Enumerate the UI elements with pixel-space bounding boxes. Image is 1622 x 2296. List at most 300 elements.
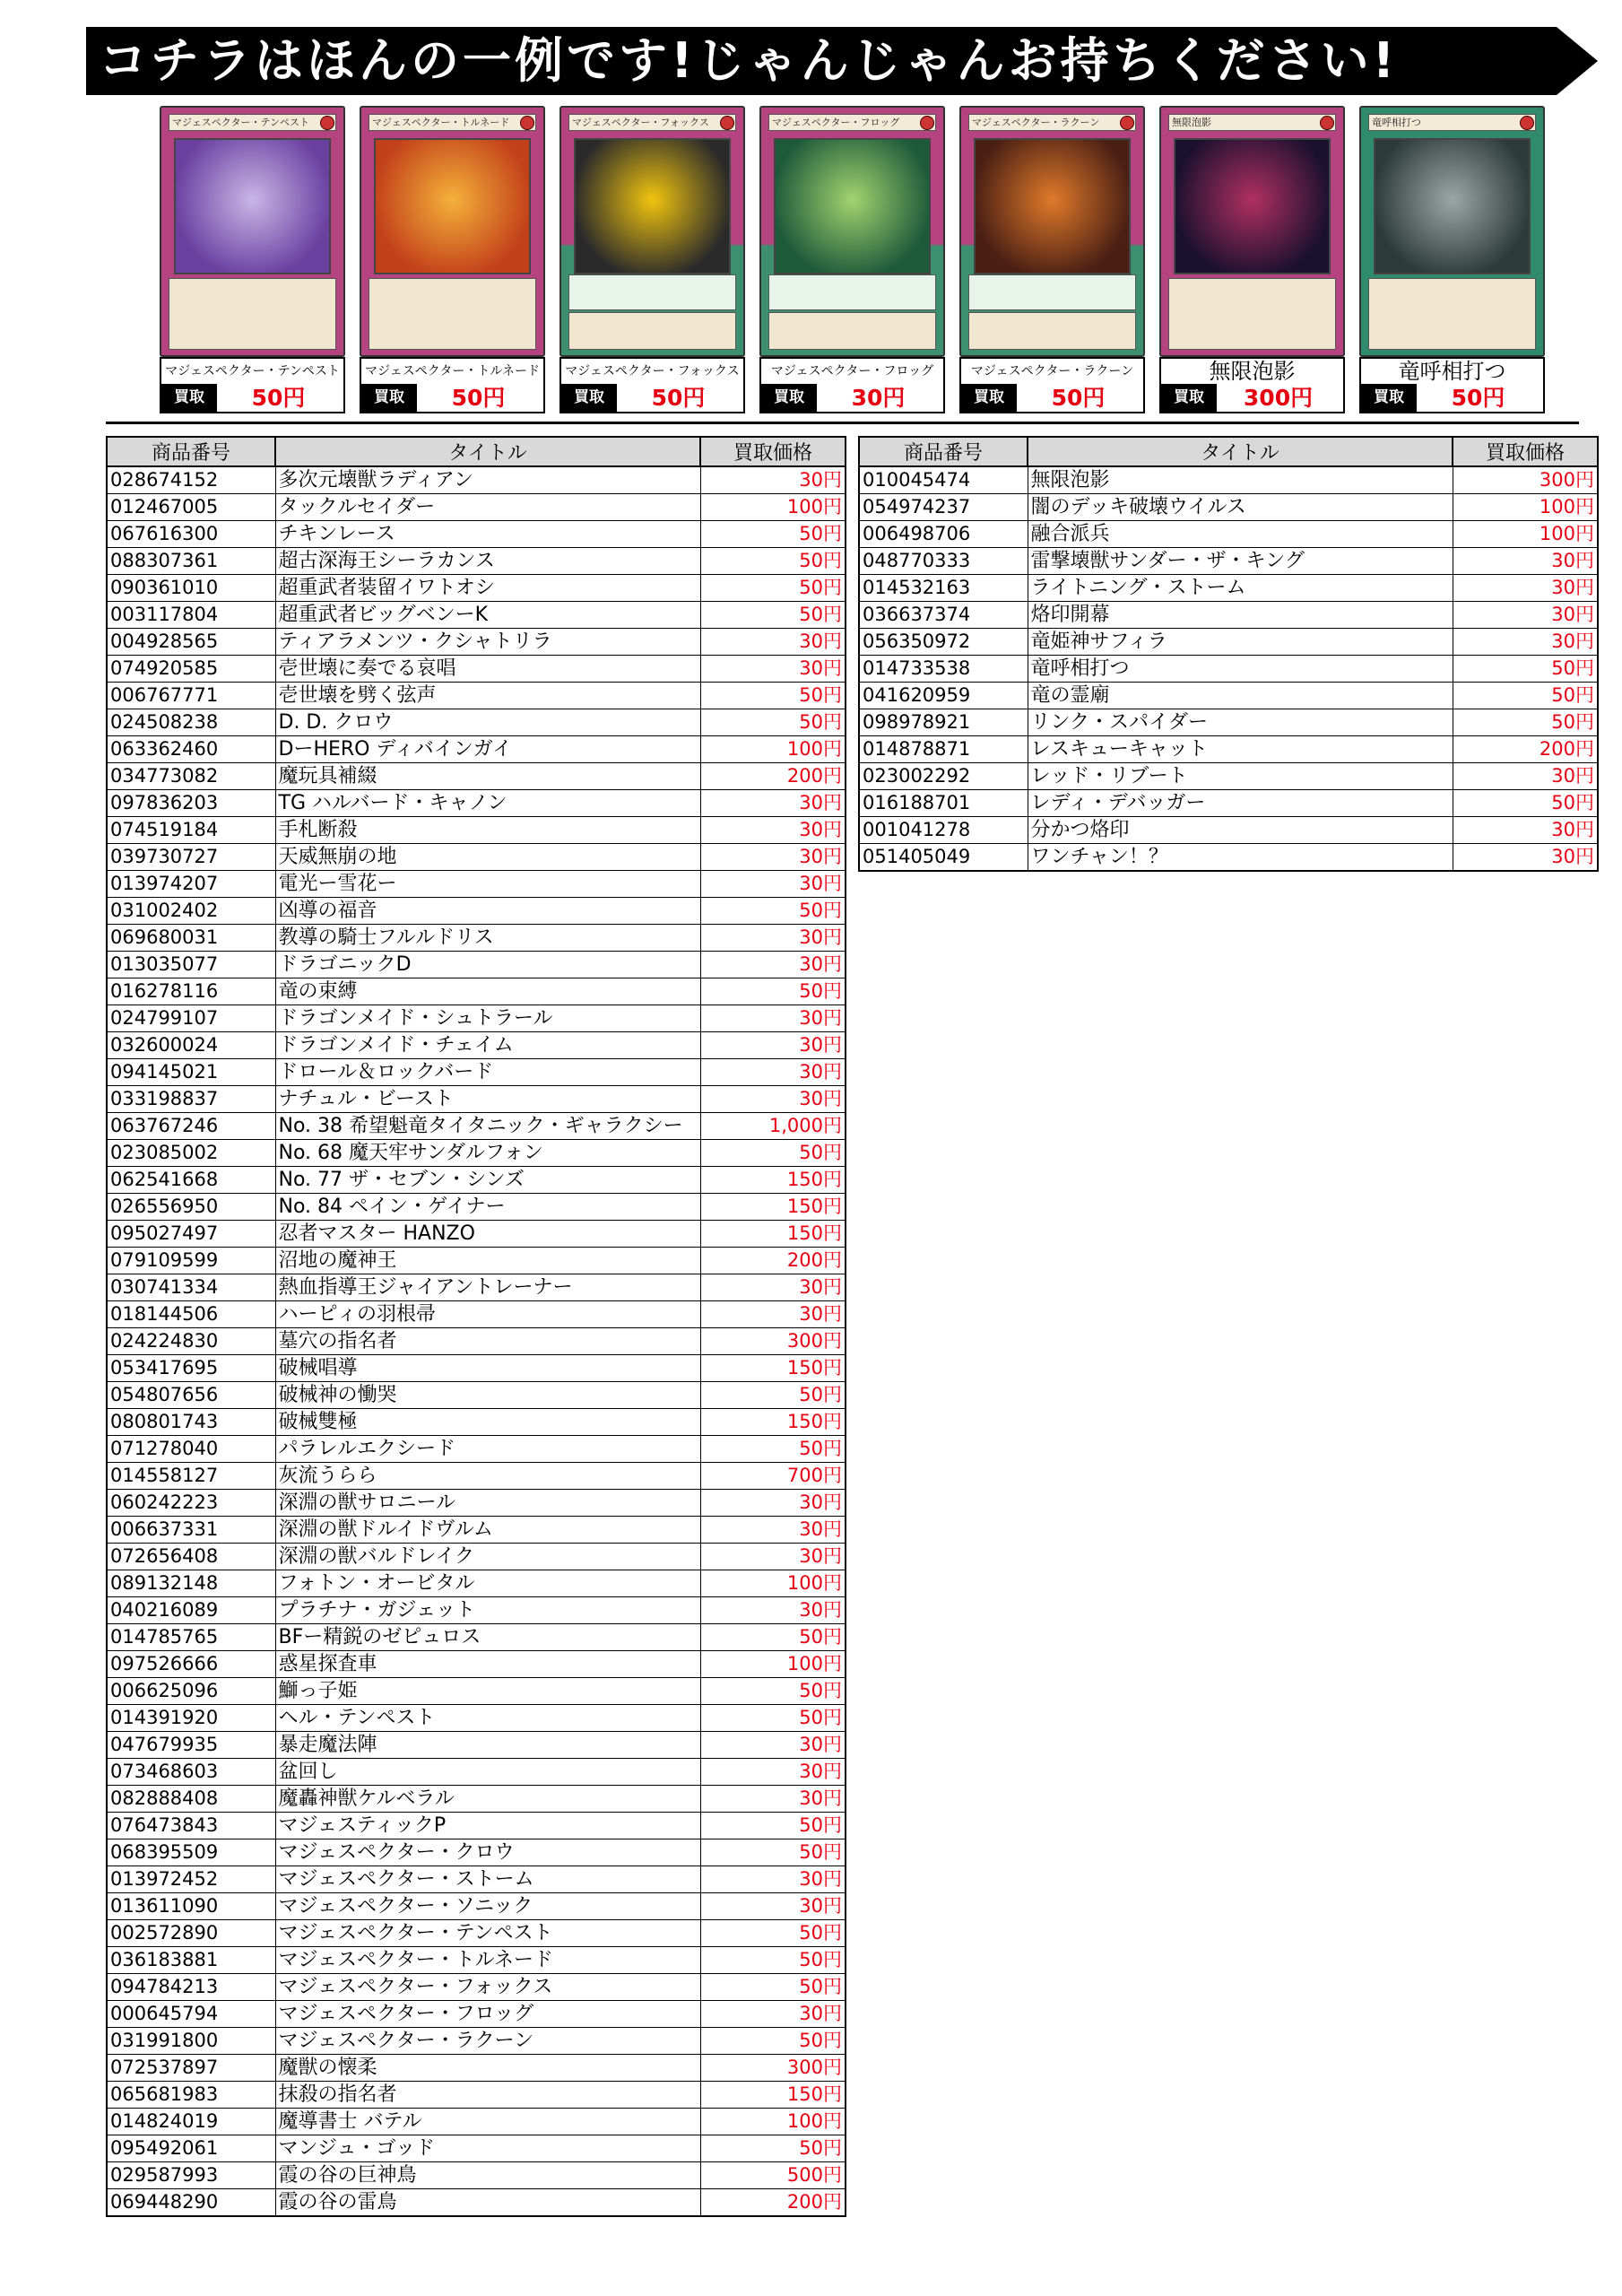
- product-code: 073468603: [107, 1759, 275, 1786]
- card-price-box: [959, 384, 1145, 413]
- table-row: [107, 763, 846, 790]
- card-text-box: [1368, 278, 1536, 350]
- buy-price: 100円: [700, 1570, 846, 1597]
- product-code: 067616300: [107, 521, 275, 548]
- product-code: 069680031: [107, 925, 275, 952]
- product-code: 094784213: [107, 1974, 275, 2001]
- product-code: 098978921: [859, 709, 1028, 736]
- product-code: 014733538: [859, 656, 1028, 683]
- product-title: 竜姫神サフィラ: [1028, 629, 1453, 656]
- product-code: 080801743: [107, 1409, 275, 1436]
- product-code: 014558127: [107, 1463, 275, 1490]
- table-row: [107, 1032, 846, 1059]
- product-title: 竜の束縛: [275, 978, 700, 1005]
- card-item: [1159, 106, 1345, 415]
- buy-price: 30円: [700, 1032, 846, 1059]
- table-row: [107, 1221, 846, 1248]
- table-row: [859, 683, 1598, 709]
- buy-price: 30円: [700, 817, 846, 844]
- buy-price: 30円: [700, 790, 846, 817]
- product-title: ヘル・テンペスト: [275, 1705, 700, 1732]
- table-row: [107, 2162, 846, 2189]
- table-row: [107, 466, 846, 494]
- product-title: 盆回し: [275, 1759, 700, 1786]
- product-code: 095027497: [107, 1221, 275, 1248]
- table-row: [107, 602, 846, 629]
- product-code: 089132148: [107, 1570, 275, 1597]
- buy-label: 買取: [1361, 384, 1417, 412]
- buy-price: 100円: [700, 2109, 846, 2135]
- card-price-box: [160, 384, 345, 413]
- table-row: [107, 629, 846, 656]
- card-image: [1159, 106, 1345, 357]
- product-title: マジェスペクター・フロッグ: [275, 2001, 700, 2028]
- product-code: 048770333: [859, 548, 1028, 575]
- product-code: 006625096: [107, 1678, 275, 1705]
- table-row: [107, 1005, 846, 1032]
- product-title: 霞の谷の雷鳥: [275, 2189, 700, 2217]
- table-row: [107, 1140, 846, 1167]
- table-row: [859, 844, 1598, 872]
- table-row: [107, 494, 846, 521]
- product-code: 097526666: [107, 1651, 275, 1678]
- product-title: 霞の谷の巨神鳥: [275, 2162, 700, 2189]
- card-price: 50円: [451, 385, 506, 411]
- product-title: ワンチャン！？: [1028, 844, 1453, 872]
- table-row: [859, 817, 1598, 844]
- card-item: [559, 106, 745, 415]
- table-row: [107, 1248, 846, 1274]
- product-code: 026556950: [107, 1194, 275, 1221]
- product-title: 忍者マスター HANZO: [275, 1221, 700, 1248]
- product-title: マジェスペクター・トルネード: [275, 1947, 700, 1974]
- buy-price: 30円: [700, 629, 846, 656]
- product-title: 魔獣の懐柔: [275, 2055, 700, 2082]
- product-code: 041620959: [859, 683, 1028, 709]
- table-row: [107, 1194, 846, 1221]
- table-row: [107, 1113, 846, 1140]
- product-code: 074519184: [107, 817, 275, 844]
- product-code: 062541668: [107, 1167, 275, 1194]
- buy-label: 買取: [161, 384, 217, 412]
- product-code: 014391920: [107, 1705, 275, 1732]
- product-title: 深淵の獣サロニール: [275, 1490, 700, 1517]
- buy-label: 買取: [361, 384, 417, 412]
- card-artwork: [174, 138, 331, 274]
- buy-price: 30円: [1453, 817, 1598, 844]
- product-code: 014785765: [107, 1624, 275, 1651]
- buy-price: 30円: [700, 925, 846, 952]
- product-code: 028674152: [107, 466, 275, 494]
- buy-price: 200円: [700, 763, 846, 790]
- product-title: 超古深海王シーラカンス: [275, 548, 700, 575]
- buy-price: 150円: [700, 1409, 846, 1436]
- table-row: [107, 709, 846, 736]
- card-text-box: [768, 312, 936, 350]
- card-price-box: [759, 384, 945, 413]
- product-title: D. D. クロウ: [275, 709, 700, 736]
- table-row: [859, 656, 1598, 683]
- table-row: [107, 1705, 846, 1732]
- product-code: 012467005: [107, 494, 275, 521]
- card-image-title: 無限泡影: [1168, 114, 1336, 131]
- table-header-row: [859, 437, 1598, 466]
- product-code: 016278116: [107, 978, 275, 1005]
- buy-price: 50円: [700, 683, 846, 709]
- product-title: チキンレース: [275, 521, 700, 548]
- table-row: [107, 1301, 846, 1328]
- table-row: [107, 2109, 846, 2135]
- card-image: [360, 106, 545, 357]
- card-image-title: マジェスペクター・ラクーン: [968, 114, 1136, 131]
- buy-price: 50円: [1453, 656, 1598, 683]
- table-row: [107, 736, 846, 763]
- table-row: [107, 1167, 846, 1194]
- buy-price: 50円: [700, 1382, 846, 1409]
- card-price-box: [1159, 384, 1345, 413]
- card-name: マジェスペクター・テンペスト: [160, 357, 345, 384]
- table-row: [107, 1813, 846, 1839]
- product-code: 032600024: [107, 1032, 275, 1059]
- product-title: 鰤っ子姫: [275, 1678, 700, 1705]
- product-title: 手札断殺: [275, 817, 700, 844]
- pendulum-box: [968, 274, 1136, 310]
- buy-price: 50円: [700, 1839, 846, 1866]
- table-row: [107, 2135, 846, 2162]
- product-code: 060242223: [107, 1490, 275, 1517]
- table-row: [107, 1490, 846, 1517]
- card-item: [1359, 106, 1545, 415]
- buy-price: 150円: [700, 1221, 846, 1248]
- table-row: [859, 494, 1598, 521]
- buy-price: 200円: [700, 1248, 846, 1274]
- card-text-box: [169, 278, 336, 350]
- card-price: 50円: [251, 385, 306, 411]
- buy-label: 買取: [961, 384, 1017, 412]
- card-artwork: [1374, 138, 1531, 274]
- product-title: 雷撃壊獣サンダー・ザ・キング: [1028, 548, 1453, 575]
- buy-price: 30円: [1453, 575, 1598, 602]
- card-price-box: [559, 384, 745, 413]
- product-code: 063362460: [107, 736, 275, 763]
- table-row: [107, 1947, 846, 1974]
- buy-price: 50円: [700, 575, 846, 602]
- card-image-title: マジェスペクター・フォックス: [568, 114, 736, 131]
- product-code: 095492061: [107, 2135, 275, 2162]
- buy-price: 30円: [1453, 548, 1598, 575]
- buy-price: 30円: [700, 466, 846, 494]
- table-row: [107, 1786, 846, 1813]
- buy-price: 150円: [700, 1355, 846, 1382]
- table-row: [107, 1544, 846, 1570]
- product-title: 超重武者装留イワトオシ: [275, 575, 700, 602]
- product-title: 沼地の魔神王: [275, 1248, 700, 1274]
- product-title: ナチュル・ビースト: [275, 1086, 700, 1113]
- product-code: 036637374: [859, 602, 1028, 629]
- buy-price: 50円: [700, 548, 846, 575]
- table-row: [107, 1839, 846, 1866]
- product-title: レディ・デバッガー: [1028, 790, 1453, 817]
- card-price-box: [360, 384, 545, 413]
- product-title: 竜の霊廟: [1028, 683, 1453, 709]
- product-title: 破械雙極: [275, 1409, 700, 1436]
- table-row: [107, 1678, 846, 1705]
- table-row: [107, 1866, 846, 1893]
- product-code: 013974207: [107, 871, 275, 898]
- product-title: プラチナ・ガジェット: [275, 1597, 700, 1624]
- table-row: [107, 1463, 846, 1490]
- buy-price: 30円: [700, 1005, 846, 1032]
- buy-price: 50円: [700, 1624, 846, 1651]
- buy-price: 50円: [1453, 709, 1598, 736]
- table-row: [107, 1382, 846, 1409]
- product-code: 024508238: [107, 709, 275, 736]
- buy-price: 30円: [1453, 763, 1598, 790]
- card-name: 無限泡影: [1159, 357, 1345, 384]
- product-code: 034773082: [107, 763, 275, 790]
- banner-title: コチラはほんの一例です!じゃんじゃんお持ちください!: [99, 32, 1399, 89]
- table-row: [859, 575, 1598, 602]
- product-code: 036183881: [107, 1947, 275, 1974]
- header-title: タイトル: [275, 437, 700, 466]
- buy-price: 30円: [700, 1490, 846, 1517]
- attribute-icon: [320, 116, 334, 130]
- table-row: [107, 1624, 846, 1651]
- product-code: 013611090: [107, 1893, 275, 1920]
- buy-price: 30円: [700, 844, 846, 871]
- product-title: 烙印開幕: [1028, 602, 1453, 629]
- product-code: 006637331: [107, 1517, 275, 1544]
- buy-price: 30円: [700, 1544, 846, 1570]
- buy-price: 50円: [700, 602, 846, 629]
- table-row: [107, 548, 846, 575]
- table-row: [107, 1651, 846, 1678]
- table-row: [107, 2189, 846, 2217]
- product-code: 024799107: [107, 1005, 275, 1032]
- product-title: 融合派兵: [1028, 521, 1453, 548]
- product-code: 018144506: [107, 1301, 275, 1328]
- product-code: 030741334: [107, 1274, 275, 1301]
- product-title: マジェスペクター・ストーム: [275, 1866, 700, 1893]
- product-code: 072656408: [107, 1544, 275, 1570]
- table-row: [107, 683, 846, 709]
- product-title: 魔玩具補綴: [275, 763, 700, 790]
- product-title: ドロール＆ロックバード: [275, 1059, 700, 1086]
- buy-price-table-left: [106, 436, 846, 2217]
- product-title: 魔導書士 バテル: [275, 2109, 700, 2135]
- buy-price: 100円: [1453, 521, 1598, 548]
- product-code: 068395509: [107, 1839, 275, 1866]
- buy-price: 30円: [1453, 844, 1598, 872]
- product-code: 069448290: [107, 2189, 275, 2217]
- card-name: マジェスペクター・ラクーン: [959, 357, 1145, 384]
- product-code: 039730727: [107, 844, 275, 871]
- buy-price: 30円: [700, 2001, 846, 2028]
- product-title: 惑星探査車: [275, 1651, 700, 1678]
- buy-price: 100円: [700, 1651, 846, 1678]
- product-title: No. 84 ペイン・ゲイナー: [275, 1194, 700, 1221]
- table-row: [859, 763, 1598, 790]
- product-title: TG ハルバード・キャノン: [275, 790, 700, 817]
- product-code: 047679935: [107, 1732, 275, 1759]
- table-row: [859, 790, 1598, 817]
- buy-price: 30円: [700, 1059, 846, 1086]
- header-price: 買取価格: [700, 437, 846, 466]
- buy-price: 50円: [700, 2135, 846, 2162]
- product-title: No. 38 希望魁竜タイタニック・ギャラクシー: [275, 1113, 700, 1140]
- product-code: 040216089: [107, 1597, 275, 1624]
- attribute-icon: [520, 116, 534, 130]
- card-image-title: マジェスペクター・テンペスト: [169, 114, 336, 131]
- card-artwork: [974, 138, 1131, 274]
- buy-price: 30円: [700, 1274, 846, 1301]
- card-price: 300円: [1243, 385, 1314, 411]
- card-image: [559, 106, 745, 357]
- product-code: 031991800: [107, 2028, 275, 2055]
- product-title: 竜呼相打つ: [1028, 656, 1453, 683]
- card-artwork: [774, 138, 931, 274]
- product-code: 006767771: [107, 683, 275, 709]
- product-code: 065681983: [107, 2082, 275, 2109]
- product-title: マジェスティックP: [275, 1813, 700, 1839]
- featured-cards: [160, 106, 1545, 415]
- product-title: 闇のデッキ破壊ウイルス: [1028, 494, 1453, 521]
- buy-price: 30円: [700, 1301, 846, 1328]
- buy-price: 30円: [700, 1597, 846, 1624]
- table-row: [107, 1893, 846, 1920]
- product-title: 抹殺の指名者: [275, 2082, 700, 2109]
- buy-price: 300円: [1453, 466, 1598, 494]
- attribute-icon: [720, 116, 734, 130]
- table-row: [107, 1436, 846, 1463]
- product-title: 深淵の獣ドルイドヴルム: [275, 1517, 700, 1544]
- product-code: 013035077: [107, 952, 275, 978]
- product-title: ドラゴニックD: [275, 952, 700, 978]
- table-header-row: [107, 437, 846, 466]
- buy-price: 700円: [700, 1463, 846, 1490]
- product-title: 壱世壊を劈く弦声: [275, 683, 700, 709]
- table-row: [107, 817, 846, 844]
- card-price-box: [1359, 384, 1545, 413]
- product-code: 003117804: [107, 602, 275, 629]
- product-code: 031002402: [107, 898, 275, 925]
- table-row: [107, 871, 846, 898]
- attribute-icon: [1320, 116, 1334, 130]
- product-title: 墓穴の指名者: [275, 1328, 700, 1355]
- table-row: [107, 790, 846, 817]
- buy-price: 50円: [700, 1678, 846, 1705]
- product-title: パラレルエクシード: [275, 1436, 700, 1463]
- table-row: [107, 925, 846, 952]
- product-title: 分かつ烙印: [1028, 817, 1453, 844]
- product-title: 灰流うらら: [275, 1463, 700, 1490]
- card-artwork: [1174, 138, 1331, 274]
- attribute-icon: [1520, 116, 1534, 130]
- pendulum-box: [568, 274, 736, 310]
- product-code: 079109599: [107, 1248, 275, 1274]
- buy-price: 30円: [1453, 629, 1598, 656]
- table-row: [107, 1597, 846, 1624]
- product-code: 014532163: [859, 575, 1028, 602]
- product-code: 076473843: [107, 1813, 275, 1839]
- product-code: 000645794: [107, 2001, 275, 2028]
- product-code: 088307361: [107, 548, 275, 575]
- product-code: 016188701: [859, 790, 1028, 817]
- card-item: [360, 106, 545, 415]
- product-title: 魔轟神獣ケルベラル: [275, 1786, 700, 1813]
- product-title: 深淵の獣バルドレイク: [275, 1544, 700, 1570]
- product-title: DーHERO ディバインガイ: [275, 736, 700, 763]
- product-code: 024224830: [107, 1328, 275, 1355]
- table-row: [107, 1409, 846, 1436]
- card-text-box: [369, 278, 536, 350]
- table-row: [107, 656, 846, 683]
- product-code: 006498706: [859, 521, 1028, 548]
- product-code: 029587993: [107, 2162, 275, 2189]
- product-title: No. 77 ザ・セブン・シンズ: [275, 1167, 700, 1194]
- product-title: マジェスペクター・ソニック: [275, 1893, 700, 1920]
- card-price: 50円: [1451, 385, 1505, 411]
- buy-price: 50円: [700, 978, 846, 1005]
- table-row: [107, 1974, 846, 2001]
- table-row: [859, 629, 1598, 656]
- buy-price: 30円: [700, 952, 846, 978]
- product-title: 電光ー雪花ー: [275, 871, 700, 898]
- table-row: [107, 2028, 846, 2055]
- table-row: [859, 709, 1598, 736]
- buy-price: 100円: [1453, 494, 1598, 521]
- card-item: [959, 106, 1145, 415]
- card-price: 30円: [851, 385, 906, 411]
- product-code: 090361010: [107, 575, 275, 602]
- card-artwork: [374, 138, 531, 274]
- buy-price: 50円: [700, 1436, 846, 1463]
- buy-price: 150円: [700, 2082, 846, 2109]
- buy-price: 150円: [700, 1194, 846, 1221]
- buy-price: 500円: [700, 2162, 846, 2189]
- table-row: [107, 1086, 846, 1113]
- buy-price: 100円: [700, 736, 846, 763]
- card-text-box: [1168, 278, 1336, 350]
- table-row: [107, 1355, 846, 1382]
- buy-price: 50円: [700, 521, 846, 548]
- product-code: 094145021: [107, 1059, 275, 1086]
- table-row: [107, 1059, 846, 1086]
- product-title: No. 68 魔天牢サンダルフォン: [275, 1140, 700, 1167]
- product-title: 破械神の慟哭: [275, 1382, 700, 1409]
- product-title: マジェスペクター・テンペスト: [275, 1920, 700, 1947]
- card-image: [959, 106, 1145, 357]
- product-title: リンク・スパイダー: [1028, 709, 1453, 736]
- header-title: タイトル: [1028, 437, 1453, 466]
- card-price: 50円: [651, 385, 706, 411]
- product-code: 023002292: [859, 763, 1028, 790]
- product-title: タックルセイダー: [275, 494, 700, 521]
- table-row: [859, 548, 1598, 575]
- product-code: 053417695: [107, 1355, 275, 1382]
- buy-price: 50円: [1453, 790, 1598, 817]
- product-code: 074920585: [107, 656, 275, 683]
- buy-price: 30円: [700, 1086, 846, 1113]
- card-text-box: [968, 312, 1136, 350]
- product-code: 063767246: [107, 1113, 275, 1140]
- product-code: 054974237: [859, 494, 1028, 521]
- card-text-box: [568, 312, 736, 350]
- card-artwork: [574, 138, 731, 274]
- buy-price-table-right: [858, 436, 1599, 872]
- product-title: レスキューキャット: [1028, 736, 1453, 763]
- buy-price: 50円: [700, 1974, 846, 2001]
